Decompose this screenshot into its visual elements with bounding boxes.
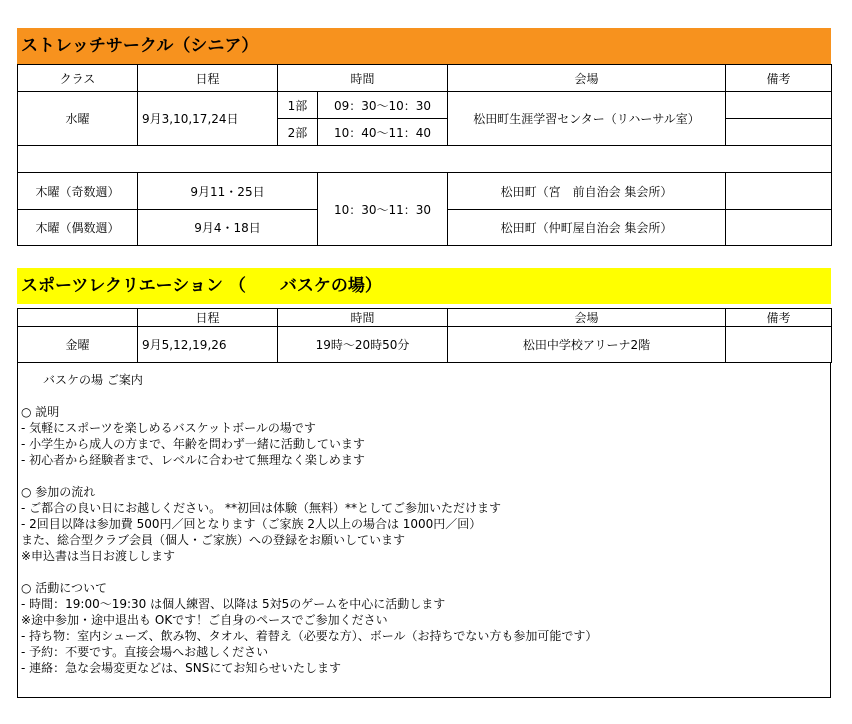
basketball-schedule-table <box>17 308 832 363</box>
section-title-stretch: ストレッチサークル（シニア） <box>17 28 831 64</box>
info-line: - 気軽にスポーツを楽しめるバスケットボールの場です <box>21 421 316 435</box>
day-cell: 金曜 <box>18 327 138 363</box>
header-notes: 備考 <box>726 309 832 327</box>
dates-cell: 9月3,10,17,24日 <box>138 92 278 146</box>
header-class: クラス <box>18 65 138 92</box>
dates-cell: 9月4・18日 <box>138 210 318 246</box>
info-line: - 2回目以降は参加費 500円／回となります（ご家族 2人以上の場合は 1000円／回） <box>21 517 482 531</box>
table-header-row <box>18 309 832 327</box>
info-line <box>21 388 830 404</box>
info-line: ○ 説明 <box>21 405 60 419</box>
notes-cell <box>726 119 832 146</box>
venue-cell: 松田町（宮 前自治会 集会所） <box>448 173 726 210</box>
header-notes: 備考 <box>726 65 832 92</box>
time-cell: 19時～20時50分 <box>278 327 448 363</box>
info-line <box>21 468 830 484</box>
info-line: - 初心者から経験者まで、レベルに合わせて無理なく楽しめます <box>21 453 365 467</box>
day-cell: 木曜（奇数週） <box>18 173 138 210</box>
info-line: また、総合型クラブ会員（個人・ご家族）への登録をお願いしています <box>21 533 406 547</box>
section-title-sports: スポーツレクリエーション （ バスケの場） <box>17 268 831 304</box>
notes-cell <box>726 173 832 210</box>
info-line: - 時間：19:00～19:30 は個人練習、以降は 5対5のゲームを中心に活動します <box>21 597 446 611</box>
header-venue: 会場 <box>448 309 726 327</box>
venue-cell: 松田町生涯学習センター（リハーサル室） <box>448 92 726 146</box>
info-line: - 小学生から成人の方まで、年齢を問わず一緒に活動しています <box>21 437 365 451</box>
table-row <box>18 92 832 119</box>
part-cell: 2部 <box>278 119 318 146</box>
info-line: - 予約：不要です。直接会場へお越しください <box>21 645 269 659</box>
day-cell: 水曜 <box>18 92 138 146</box>
time-cell: 10：40～11：40 <box>318 119 448 146</box>
info-line: ○ 参加の流れ <box>21 485 96 499</box>
basketball-info-box <box>17 362 831 698</box>
stretch-schedule-table <box>17 64 832 246</box>
header-time: 時間 <box>278 309 448 327</box>
header-dates: 日程 <box>138 309 278 327</box>
info-line: ※申込書は当日お渡しします <box>21 549 176 563</box>
header-dates: 日程 <box>138 65 278 92</box>
notes-cell <box>726 92 832 119</box>
venue-cell: 松田中学校アリーナ2階 <box>448 327 726 363</box>
table-row <box>18 173 832 210</box>
time-cell: 09：30～10：30 <box>318 92 448 119</box>
spacer-row <box>18 146 832 173</box>
info-heading: バスケの場 ご案内 <box>43 373 143 387</box>
info-line: ※途中参加・途中退出も OKです！ご自身のペースでご参加ください <box>21 613 388 627</box>
dates-cell: 9月11・25日 <box>138 173 318 210</box>
header-venue: 会場 <box>448 65 726 92</box>
table-header-row <box>18 65 832 92</box>
day-cell: 木曜（偶数週） <box>18 210 138 246</box>
info-line: - 持ち物：室内シューズ、飲み物、タオル、着替え（必要な方）、ボール（お持ちでない方も参加可能です） <box>21 629 598 643</box>
info-line: - 連絡：急な会場変更などは、SNSにてお知らせいたします <box>21 661 341 675</box>
info-line: ○ 活動について <box>21 581 108 595</box>
header-time: 時間 <box>278 65 448 92</box>
info-line: - ご都合の良い日にお越しください。 **初回は体験（無料）**としてご参加いただけます <box>21 501 501 515</box>
table-row <box>18 327 832 363</box>
time-cell: 10：30～11：30 <box>318 173 448 246</box>
dates-cell: 9月5,12,19,26 <box>138 327 278 363</box>
notes-cell <box>726 327 832 363</box>
part-cell: 1部 <box>278 92 318 119</box>
venue-cell: 松田町（仲町屋自治会 集会所） <box>448 210 726 246</box>
notes-cell <box>726 210 832 246</box>
info-line <box>21 564 830 580</box>
